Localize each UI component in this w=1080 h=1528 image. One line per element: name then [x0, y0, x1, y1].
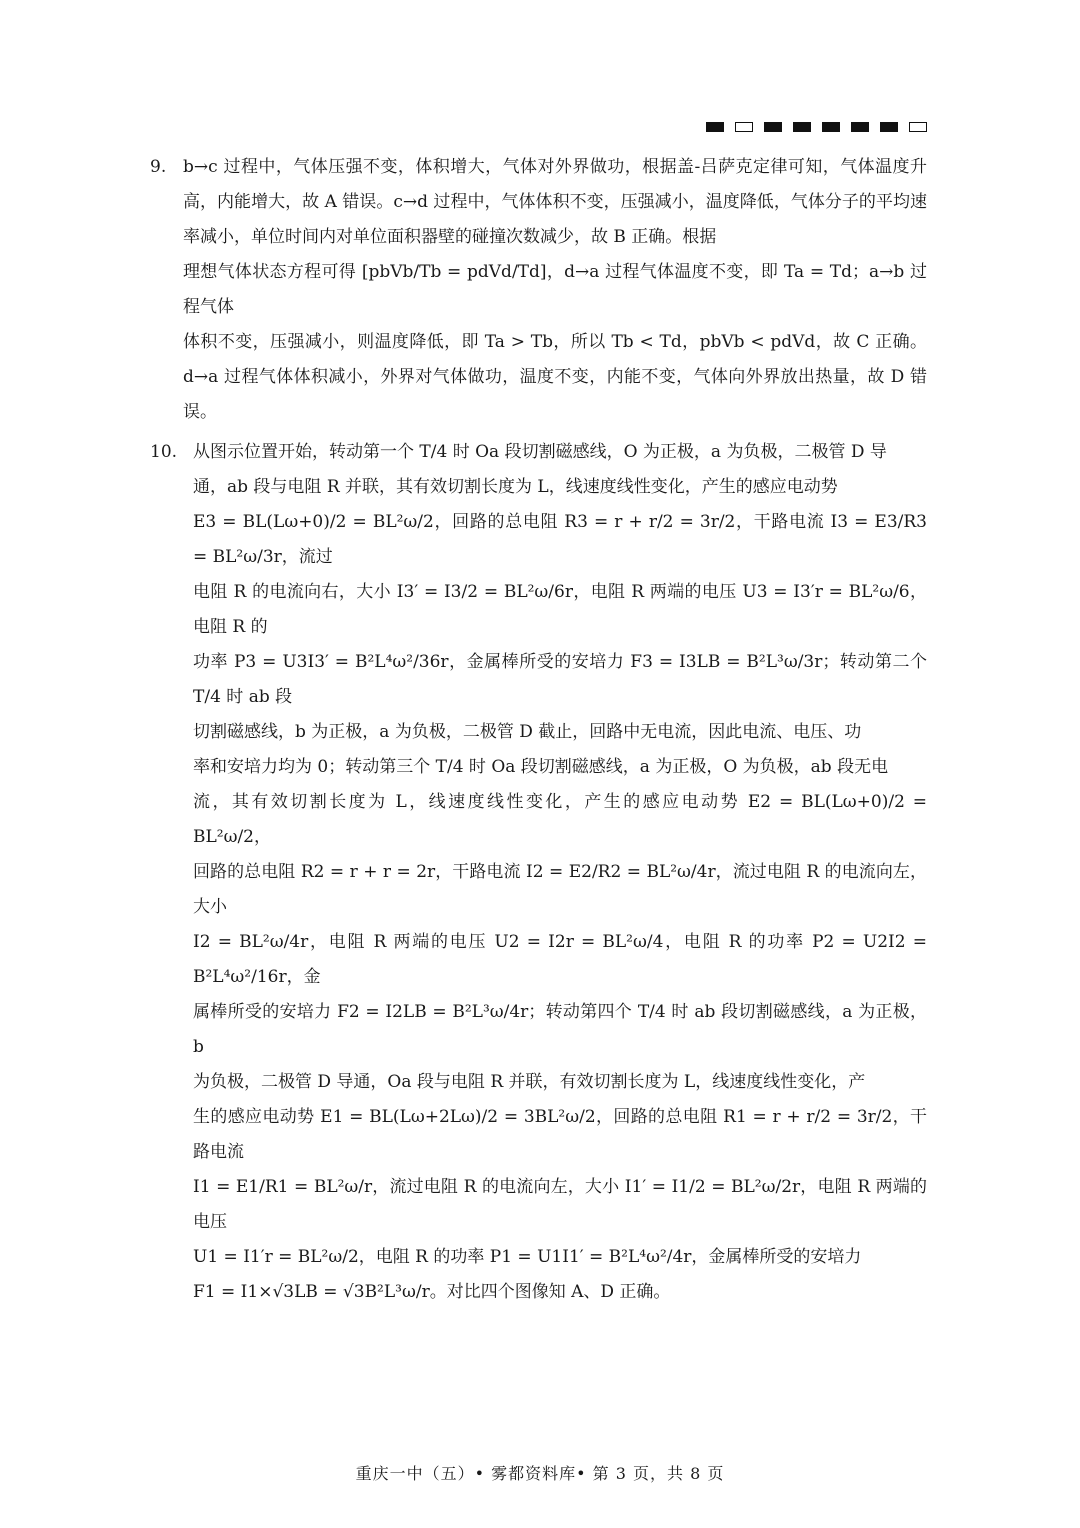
solution-text: F1 = I1×√3LB = √3B²L³ω/r。对比四个图像知 A、D 正确。 [193, 1282, 671, 1303]
solution-body [193, 435, 927, 1310]
solution-text: 功率 P3 = U3I3′ = B²L⁴ω²/36r，金属棒所受的安培力 F3 = I3LB = B²L³ω/3r；转动第二个 T/4 时 ab 段 [193, 652, 927, 708]
mark-filled [764, 122, 782, 132]
header-marks [706, 122, 927, 132]
solution-10 [150, 435, 927, 1310]
solution-text: 率和安培力均为 0；转动第三个 T/4 时 Oa 段切割磁感线，a 为正极，O 为负极，ab 段无电 [193, 757, 889, 778]
solution-text: E3 = BL(Lω+0)/2 = BL²ω/2，回路的总电阻 R3 = r + r/2 = 3r/2，干路电流 I3 = E3/R3 = BL²ω/3r，流过 [193, 512, 927, 568]
solution-text: 回路的总电阻 R2 = r + r = 2r，干路电流 I2 = E2/R2 = BL²ω/4r，流过电阻 R 的电流向左，大小 [193, 862, 927, 918]
solution-text: 属棒所受的安培力 F2 = I2LB = B²L³ω/4r；转动第四个 T/4 时 ab 段切割磁感线，a 为正极，b [193, 1002, 927, 1058]
mark-filled [851, 122, 869, 132]
page-footer: 重庆一中（五）• 雾都资料库• 第 3 页，共 8 页 [355, 1464, 725, 1483]
mark-empty [909, 122, 927, 132]
solution-text: 通，ab 段与电阻 R 并联，其有效切割长度为 L，线速度线性变化，产生的感应电动势 [193, 477, 838, 498]
solution-9 [150, 150, 927, 430]
solution-text: 电阻 R 的电流向右，大小 I3′ = I3/2 = BL²ω/6r，电阻 R 两端的电压 U3 = I3′r = BL²ω/6，电阻 R 的 [193, 582, 927, 638]
mark-filled [880, 122, 898, 132]
solution-text: 生的感应电动势 E1 = BL(Lω+2Lω)/2 = 3BL²ω/2，回路的总电阻 R1 = r + r/2 = 3r/2，干路电流 [193, 1107, 927, 1163]
solution-text: 体积不变，压强减小，则温度降低，即 Ta > Tb，所以 Tb < Td，pbVb < pdVd，故 C 正确。d→a 过程气体体积减小，外界对气体做功，温度不变，内能不变，气体向外界放出热量，故 D 错误。 [183, 332, 927, 423]
solution-text: 理想气体状态方程可得 [pbVb/Tb = pdVd/Td]，d→a 过程气体温度不变，即 Ta = Td；a→b 过程气体 [183, 262, 927, 318]
solution-number: 10. [150, 442, 178, 462]
solution-text: 从图示位置开始，转动第一个 T/4 时 Oa 段切割磁感线，O 为正极，a 为负极，二极管 D 导 [193, 442, 887, 462]
solution-text: 为负极，二极管 D 导通，Oa 段与电阻 R 并联，有效切割长度为 L，线速度线性变化，产 [193, 1072, 866, 1093]
mark-filled [706, 122, 724, 132]
mark-filled [822, 122, 840, 132]
solution-body [183, 150, 927, 430]
solution-text: I1 = E1/R1 = BL²ω/r，流过电阻 R 的电流向左，大小 I1′ = I1/2 = BL²ω/2r，电阻 R 两端的电压 [193, 1177, 927, 1233]
solution-text: b→c 过程中，气体压强不变，体积增大，气体对外界做功，根据盖-吕萨克定律可知，气体温度升高，内能增大，故 A 错误。c→d 过程中，气体体积不变，压强减小，温度降低，气体分子的平均速率减小，单位时间内对单位面积器壁的碰撞次数减少，故 B 正确。根据 [183, 157, 927, 248]
solution-text: 切割磁感线，b 为正极，a 为负极，二极管 D 截止，回路中无电流，因此电流、电压、功 [193, 722, 862, 743]
solution-text: I2 = BL²ω/4r，电阻 R 两端的电压 U2 = I2r = BL²ω/4，电阻 R 的功率 P2 = U2I2 = B²L⁴ω²/16r，金 [193, 932, 927, 988]
solution-number: 9. [150, 157, 167, 177]
mark-filled [793, 122, 811, 132]
solution-text: U1 = I1′r = BL²ω/2，电阻 R 的功率 P1 = U1I1′ = B²L⁴ω²/4r，金属棒所受的安培力 [193, 1247, 862, 1268]
mark-empty [735, 122, 753, 132]
solution-text: 流，其有效切割长度为 L，线速度线性变化，产生的感应电动势 E2 = BL(Lω+0)/2 = BL²ω/2， [193, 792, 927, 848]
